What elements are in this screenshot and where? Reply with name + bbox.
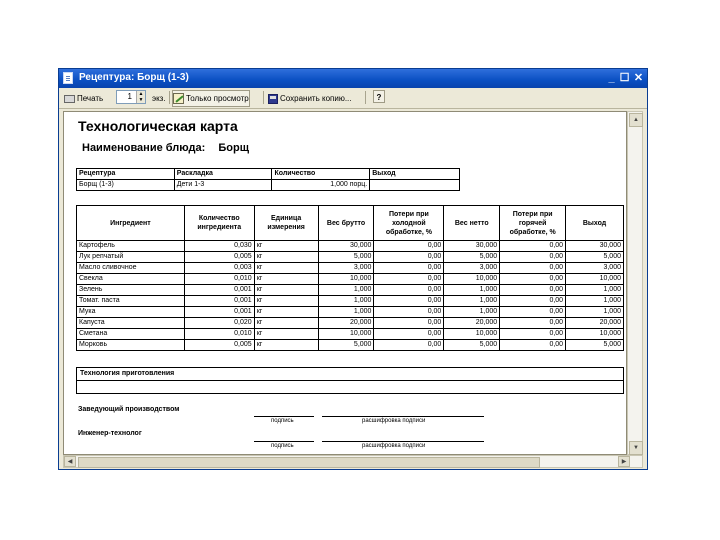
toolbar-separator xyxy=(263,91,264,104)
ingredients-table xyxy=(76,205,624,351)
table-cell: 0,00 xyxy=(374,318,444,329)
table-cell: 10,000 xyxy=(566,329,624,340)
info-header-row xyxy=(77,169,460,180)
table-cell: 20,000 xyxy=(444,318,500,329)
table-cell: 0,020 xyxy=(184,318,254,329)
document-title: Технологическая карта xyxy=(78,118,238,134)
copies-value: 1 xyxy=(127,92,132,101)
table-cell: 1,000 xyxy=(566,296,624,307)
header-cell: Потери при горячей обработке, % xyxy=(500,206,566,241)
table-cell: 5,000 xyxy=(318,340,374,351)
info-cell xyxy=(370,180,460,191)
table-cell: 30,000 xyxy=(444,241,500,252)
table-cell: 20,000 xyxy=(566,318,624,329)
table-cell: Морковь xyxy=(77,340,185,351)
dish-name-line xyxy=(82,142,249,154)
table-cell: 10,000 xyxy=(444,329,500,340)
table-cell: 10,000 xyxy=(566,274,624,285)
table-row xyxy=(77,329,624,340)
table-cell: 5,000 xyxy=(566,252,624,263)
help-button[interactable]: ? xyxy=(373,90,385,103)
signature-line xyxy=(254,416,314,417)
table-cell: 0,00 xyxy=(374,241,444,252)
table-cell: 0,005 xyxy=(184,340,254,351)
table-cell: Масло сливочное xyxy=(77,263,185,274)
table-cell: 0,00 xyxy=(374,274,444,285)
save-copy-label: Сохранить копию... xyxy=(280,94,352,103)
table-cell: 0,003 xyxy=(184,263,254,274)
signature-line xyxy=(254,441,314,442)
table-cell: 1,000 xyxy=(444,296,500,307)
header-cell: Ингредиент xyxy=(77,206,185,241)
horizontal-scroll-thumb[interactable] xyxy=(78,457,540,468)
table-cell: Капуста xyxy=(77,318,185,329)
decode-line xyxy=(322,416,484,417)
table-cell: 0,00 xyxy=(374,296,444,307)
horizontal-scrollbar[interactable] xyxy=(63,455,643,468)
table-cell: Картофель xyxy=(77,241,185,252)
edit-icon xyxy=(173,93,184,104)
spinner-arrows-icon[interactable]: ▲ ▼ xyxy=(136,91,145,103)
recipe-window xyxy=(58,68,648,470)
toolbar-separator xyxy=(169,91,170,104)
table-cell: 1,000 xyxy=(318,307,374,318)
table-cell: Сметана xyxy=(77,329,185,340)
table-cell: 0,00 xyxy=(500,329,566,340)
document-area[interactable] xyxy=(63,111,627,455)
signature-caption: подпись xyxy=(271,443,294,449)
signature-caption: подпись xyxy=(271,418,294,424)
table-cell: Свекла xyxy=(77,274,185,285)
minimize-button[interactable]: _ xyxy=(608,72,615,84)
table-cell: 0,00 xyxy=(500,285,566,296)
info-header-cell: Раскладка xyxy=(174,169,272,180)
table-cell: 1,000 xyxy=(444,307,500,318)
table-cell: 0,005 xyxy=(184,252,254,263)
table-row xyxy=(77,274,624,285)
table-cell: кг xyxy=(254,274,318,285)
window-title: Рецептура: Борщ (1-3) xyxy=(79,72,189,83)
table-cell: 0,001 xyxy=(184,285,254,296)
table-cell: 3,000 xyxy=(444,263,500,274)
info-value-row xyxy=(77,180,460,191)
table-cell: Мука xyxy=(77,307,185,318)
table-cell: кг xyxy=(254,307,318,318)
table-cell: 0,010 xyxy=(184,329,254,340)
table-row xyxy=(77,252,624,263)
table-cell: 5,000 xyxy=(318,252,374,263)
header-cell: Количество ингредиента xyxy=(184,206,254,241)
table-row xyxy=(77,318,624,329)
table-cell: Зелень xyxy=(77,285,185,296)
table-cell: 1,000 xyxy=(444,285,500,296)
table-row xyxy=(77,307,624,318)
printer-icon xyxy=(64,95,75,103)
table-cell: 0,00 xyxy=(500,296,566,307)
header-cell: Потери при холодной обработке, % xyxy=(374,206,444,241)
header-cell: Единица измерения xyxy=(254,206,318,241)
info-cell: Борщ (1-3) xyxy=(77,180,175,191)
table-cell: кг xyxy=(254,252,318,263)
table-cell: 30,000 xyxy=(318,241,374,252)
header-cell: Вес брутто xyxy=(318,206,374,241)
table-cell: 0,001 xyxy=(184,296,254,307)
info-header-cell: Количество xyxy=(272,169,370,180)
table-cell: кг xyxy=(254,329,318,340)
table-cell: 0,00 xyxy=(374,329,444,340)
table-cell: 3,000 xyxy=(566,263,624,274)
engineer-technologist-label: Инженер-технолог xyxy=(78,430,142,437)
table-cell: 0,00 xyxy=(500,252,566,263)
table-row xyxy=(77,241,624,252)
table-cell: 0,00 xyxy=(374,285,444,296)
table-cell: Томат. паста xyxy=(77,296,185,307)
table-cell: 20,000 xyxy=(318,318,374,329)
header-cell: Выход xyxy=(566,206,624,241)
table-cell: 5,000 xyxy=(444,340,500,351)
table-cell: 0,00 xyxy=(500,318,566,329)
table-cell: 5,000 xyxy=(566,340,624,351)
dish-label: Наименование блюда: xyxy=(82,142,206,154)
table-cell: 0,030 xyxy=(184,241,254,252)
table-cell: 0,00 xyxy=(500,340,566,351)
scroll-right-icon[interactable]: ▶ xyxy=(618,456,630,467)
table-cell: кг xyxy=(254,318,318,329)
table-cell: 5,000 xyxy=(444,252,500,263)
info-header-cell: Рецептура xyxy=(77,169,175,180)
table-cell: 0,00 xyxy=(374,252,444,263)
table-cell: 3,000 xyxy=(318,263,374,274)
table-cell: 0,00 xyxy=(500,241,566,252)
scroll-up-icon[interactable]: ▲ xyxy=(629,113,643,127)
dish-value: Борщ xyxy=(218,142,249,154)
table-cell: 1,000 xyxy=(318,296,374,307)
title-bar[interactable] xyxy=(59,69,647,88)
table-cell: кг xyxy=(254,241,318,252)
table-row xyxy=(77,285,624,296)
table-cell: 0,00 xyxy=(374,307,444,318)
decode-caption: расшифровка подписи xyxy=(362,443,426,449)
document-icon xyxy=(63,72,73,84)
info-cell: Дети 1-3 xyxy=(174,180,272,191)
table-row xyxy=(77,340,624,351)
toolbar xyxy=(59,88,647,109)
table-cell: 1,000 xyxy=(318,285,374,296)
scroll-down-icon[interactable]: ▼ xyxy=(629,441,643,455)
table-cell: 0,00 xyxy=(374,263,444,274)
toolbar-separator xyxy=(365,91,366,104)
close-button[interactable]: ✕ xyxy=(633,72,644,84)
table-cell: 30,000 xyxy=(566,241,624,252)
technology-label: Технология приготовления xyxy=(77,368,623,381)
scroll-left-icon[interactable]: ◀ xyxy=(64,456,76,467)
head-of-production-label: Заведующий производством xyxy=(78,406,180,413)
decode-line xyxy=(322,441,484,442)
info-header-cell: Выход xyxy=(370,169,460,180)
table-cell: Лук репчатый xyxy=(77,252,185,263)
table-cell: 10,000 xyxy=(444,274,500,285)
table-cell: 10,000 xyxy=(318,274,374,285)
table-cell: 0,00 xyxy=(500,307,566,318)
table-row xyxy=(77,263,624,274)
floppy-disk-icon xyxy=(268,94,278,104)
view-only-label: Только просмотр xyxy=(186,94,249,103)
view-only-button[interactable] xyxy=(172,90,250,107)
save-copy-button[interactable] xyxy=(267,90,352,107)
table-cell: 1,000 xyxy=(566,285,624,296)
ingredients-body xyxy=(77,241,624,351)
table-cell: 0,00 xyxy=(500,263,566,274)
info-cell: 1,000 порц. xyxy=(272,180,370,191)
decode-caption: расшифровка подписи xyxy=(362,418,426,424)
print-label: Печать xyxy=(77,94,104,103)
table-cell: кг xyxy=(254,340,318,351)
table-cell: кг xyxy=(254,296,318,307)
table-row xyxy=(77,296,624,307)
technology-section xyxy=(76,367,624,394)
table-cell: кг xyxy=(254,285,318,296)
table-header-row xyxy=(77,206,624,241)
copies-spinner[interactable] xyxy=(116,90,146,104)
vertical-scrollbar[interactable] xyxy=(627,111,643,455)
table-cell: 0,001 xyxy=(184,307,254,318)
maximize-button[interactable]: ☐ xyxy=(619,72,630,84)
table-cell: 0,00 xyxy=(374,340,444,351)
copies-unit: экз. xyxy=(152,94,166,103)
table-cell: 10,000 xyxy=(318,329,374,340)
table-cell: 0,010 xyxy=(184,274,254,285)
print-button[interactable] xyxy=(63,90,104,107)
table-cell: 0,00 xyxy=(500,274,566,285)
table-cell: 1,000 xyxy=(566,307,624,318)
table-cell: кг xyxy=(254,263,318,274)
recipe-info-table xyxy=(76,168,460,191)
header-cell: Вес нетто xyxy=(444,206,500,241)
